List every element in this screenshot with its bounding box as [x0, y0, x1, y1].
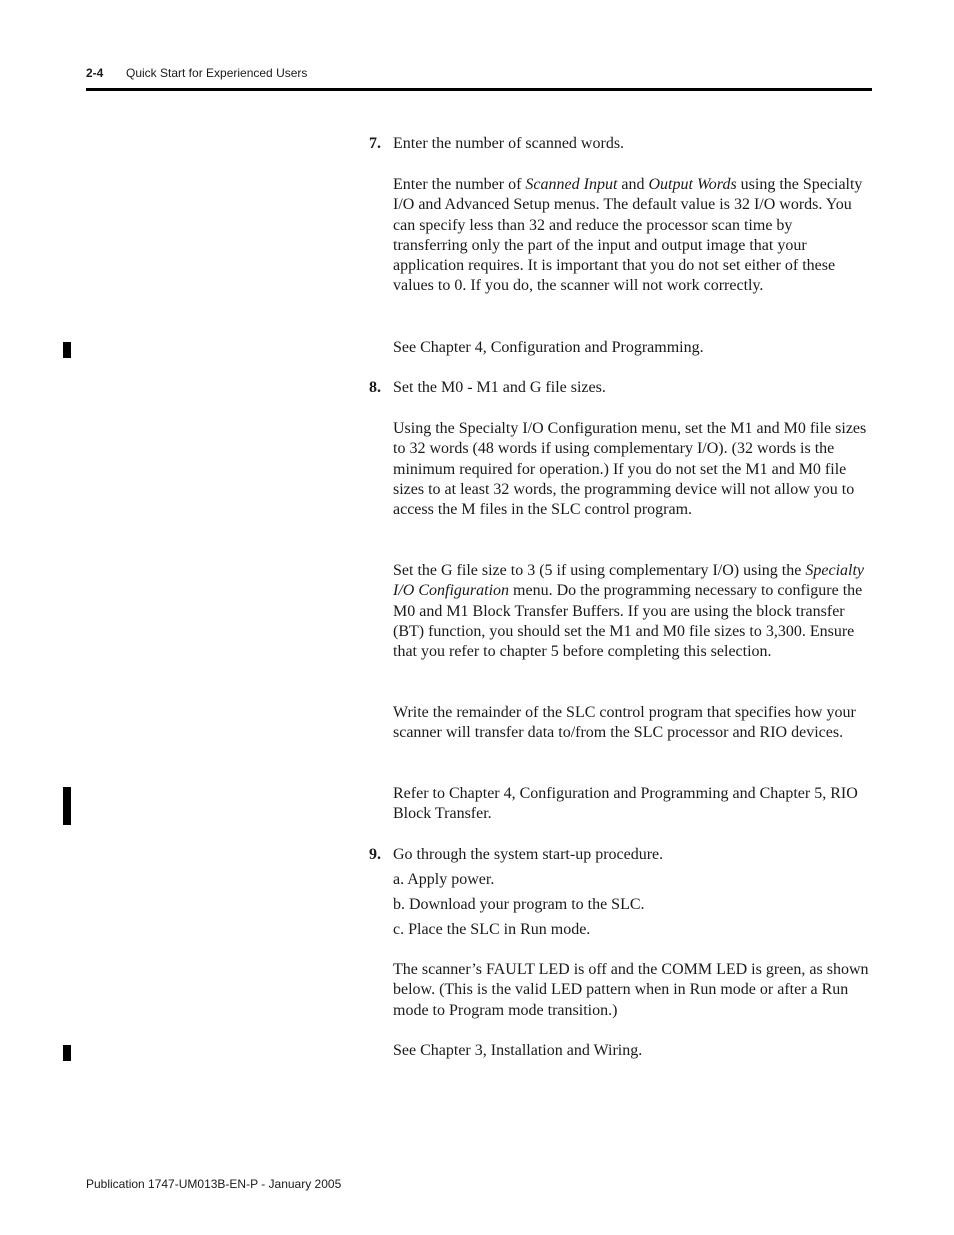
step-7-reference: See Chapter 4, Configuration and Programming.: [393, 339, 704, 356]
step-7-paragraph: [393, 175, 869, 297]
step-8-title: Set the M0 - M1 and G file sizes.: [393, 379, 606, 396]
step-9-number: 9.: [369, 846, 381, 863]
page-number: 2-4: [86, 66, 104, 80]
change-bar: [63, 1045, 71, 1061]
text-run: menu. Do the programming necessary to configure the M0 and M1 Block Transfer Buffers. If you are using the block transfer (BT) function, you should set the M1 and M0 file sizes to 3,300. Ensure that you refer to chapter 5 before completing this selection.: [393, 582, 863, 661]
text-run: Enter the number of: [393, 176, 526, 193]
header-rule: [86, 88, 872, 91]
step-8-paragraph-2: [393, 561, 869, 662]
section-title: Quick Start for Experienced Users: [126, 66, 308, 80]
publication-footer: Publication 1747-UM013B-EN-P - January 2005: [86, 1177, 342, 1191]
scanned-input-term: Scanned Input: [525, 176, 618, 193]
text-run: and: [617, 176, 649, 193]
step-8-number: 8.: [369, 379, 381, 396]
specialty-io-term: Specialty I/O Configuration: [393, 562, 864, 600]
step-8-paragraph-3: Write the remainder of the SLC control program that specifies how your scanner will transfer data to/from the SLC processor and RIO devices.: [393, 704, 856, 742]
substep-a: a. Apply power.: [393, 871, 495, 888]
change-bar: [63, 787, 71, 825]
step-9-reference: See Chapter 3, Installation and Wiring.: [393, 1042, 643, 1059]
text-run: using the Specialty I/O and Advanced Setup menus. The default value is 32 I/O words. You can specify less than 32 and reduce the processor scan time by transferring only the part of the input and output image that your application requires. It is important that you do not set either of these values to 0. If you do, the scanner will not work correctly.: [393, 176, 863, 295]
output-words-term: Output Words: [648, 176, 737, 193]
text-run: Set the G file size to 3 (5 if using complementary I/O) using the: [393, 562, 806, 579]
step-9-title: Go through the system start-up procedure.: [393, 846, 664, 863]
substep-c: c. Place the SLC in Run mode.: [393, 921, 591, 938]
step-8-paragraph-1: Using the Specialty I/O Configuration menu, set the M1 and M0 file sizes to 32 words (48 words if using complementary I/O). (32 words is the minimum required for operation.) If you do not set the M1 and M0 file sizes to at least 32 words, the programming device will not allow you to access the M files in the SLC control program.: [393, 420, 867, 519]
step-9-paragraph: The scanner’s FAULT LED is off and the COMM LED is green, as shown below. (This is the valid LED pattern when in Run mode or after a Run mode to Program mode transition.): [393, 961, 869, 1019]
step-8-reference: Refer to Chapter 4, Configuration and Programming and Chapter 5, RIO Block Transfer.: [393, 785, 858, 823]
running-header: [86, 66, 307, 80]
substep-b: b. Download your program to the SLC.: [393, 896, 645, 913]
change-bar: [63, 342, 71, 358]
step-7-title: Enter the number of scanned words.: [393, 135, 625, 152]
step-7-number: 7.: [369, 135, 381, 152]
